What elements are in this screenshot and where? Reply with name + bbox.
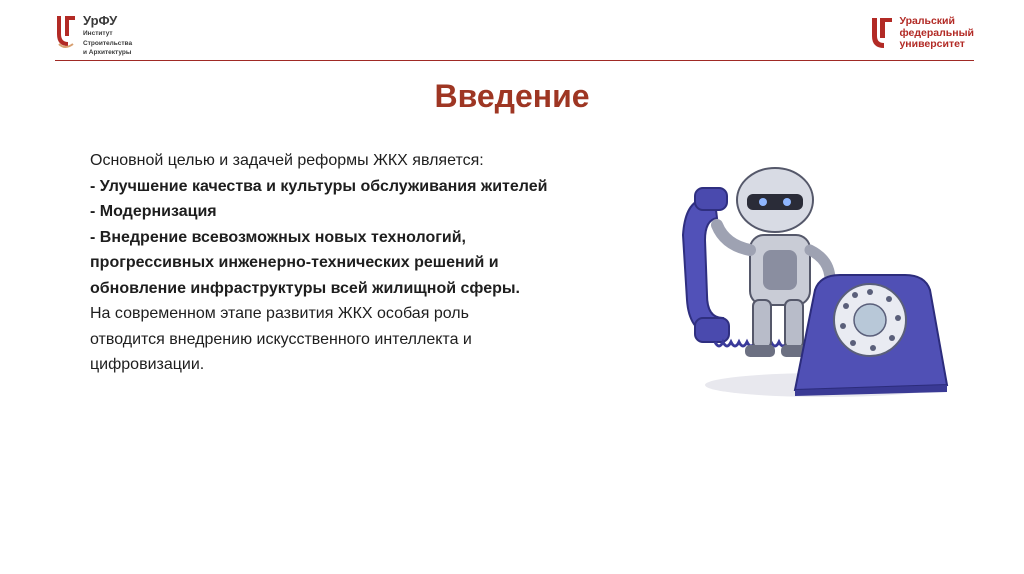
robot-telephone-illustration bbox=[655, 160, 955, 400]
university-name-line: федеральный bbox=[899, 26, 974, 39]
bullet-item: - Внедрение всевозможных новых технологий, bbox=[90, 228, 466, 246]
conclusion-text: цифровизации. bbox=[90, 356, 205, 373]
brand-name: УрФУ bbox=[83, 13, 118, 28]
institute-line: Институт bbox=[83, 30, 113, 37]
urfu-logo-icon bbox=[55, 14, 77, 52]
conclusion-text: отводится внедрению искусственного интеллекта и bbox=[90, 330, 472, 348]
intro-text: Основной целью и задачей реформы ЖКХ является: bbox=[90, 152, 484, 169]
bullet-item-continued: обновление инфраструктуры всей жилищной сферы. bbox=[90, 279, 520, 297]
bullet-item: - Модернизация bbox=[90, 203, 217, 220]
header-divider bbox=[55, 60, 974, 61]
body-text bbox=[90, 148, 650, 378]
urfu-logo-icon bbox=[871, 16, 893, 52]
institute-line: и Архитектуры bbox=[83, 49, 132, 56]
bullet-item: - Улучшение качества и культуры обслуживания жителей bbox=[90, 177, 548, 195]
university-name-line: университет bbox=[899, 38, 965, 50]
institute-line: Строительства bbox=[83, 39, 133, 47]
university-name-line: Уральский bbox=[899, 15, 955, 27]
header-right-logo bbox=[871, 16, 974, 52]
slide-title: Введение bbox=[434, 78, 590, 114]
conclusion-text: На современном этапе развития ЖКХ особая роль bbox=[90, 305, 469, 322]
bullet-item-continued: прогрессивных инженерно-технических решений и bbox=[90, 254, 499, 271]
header-left-logo bbox=[55, 14, 132, 57]
